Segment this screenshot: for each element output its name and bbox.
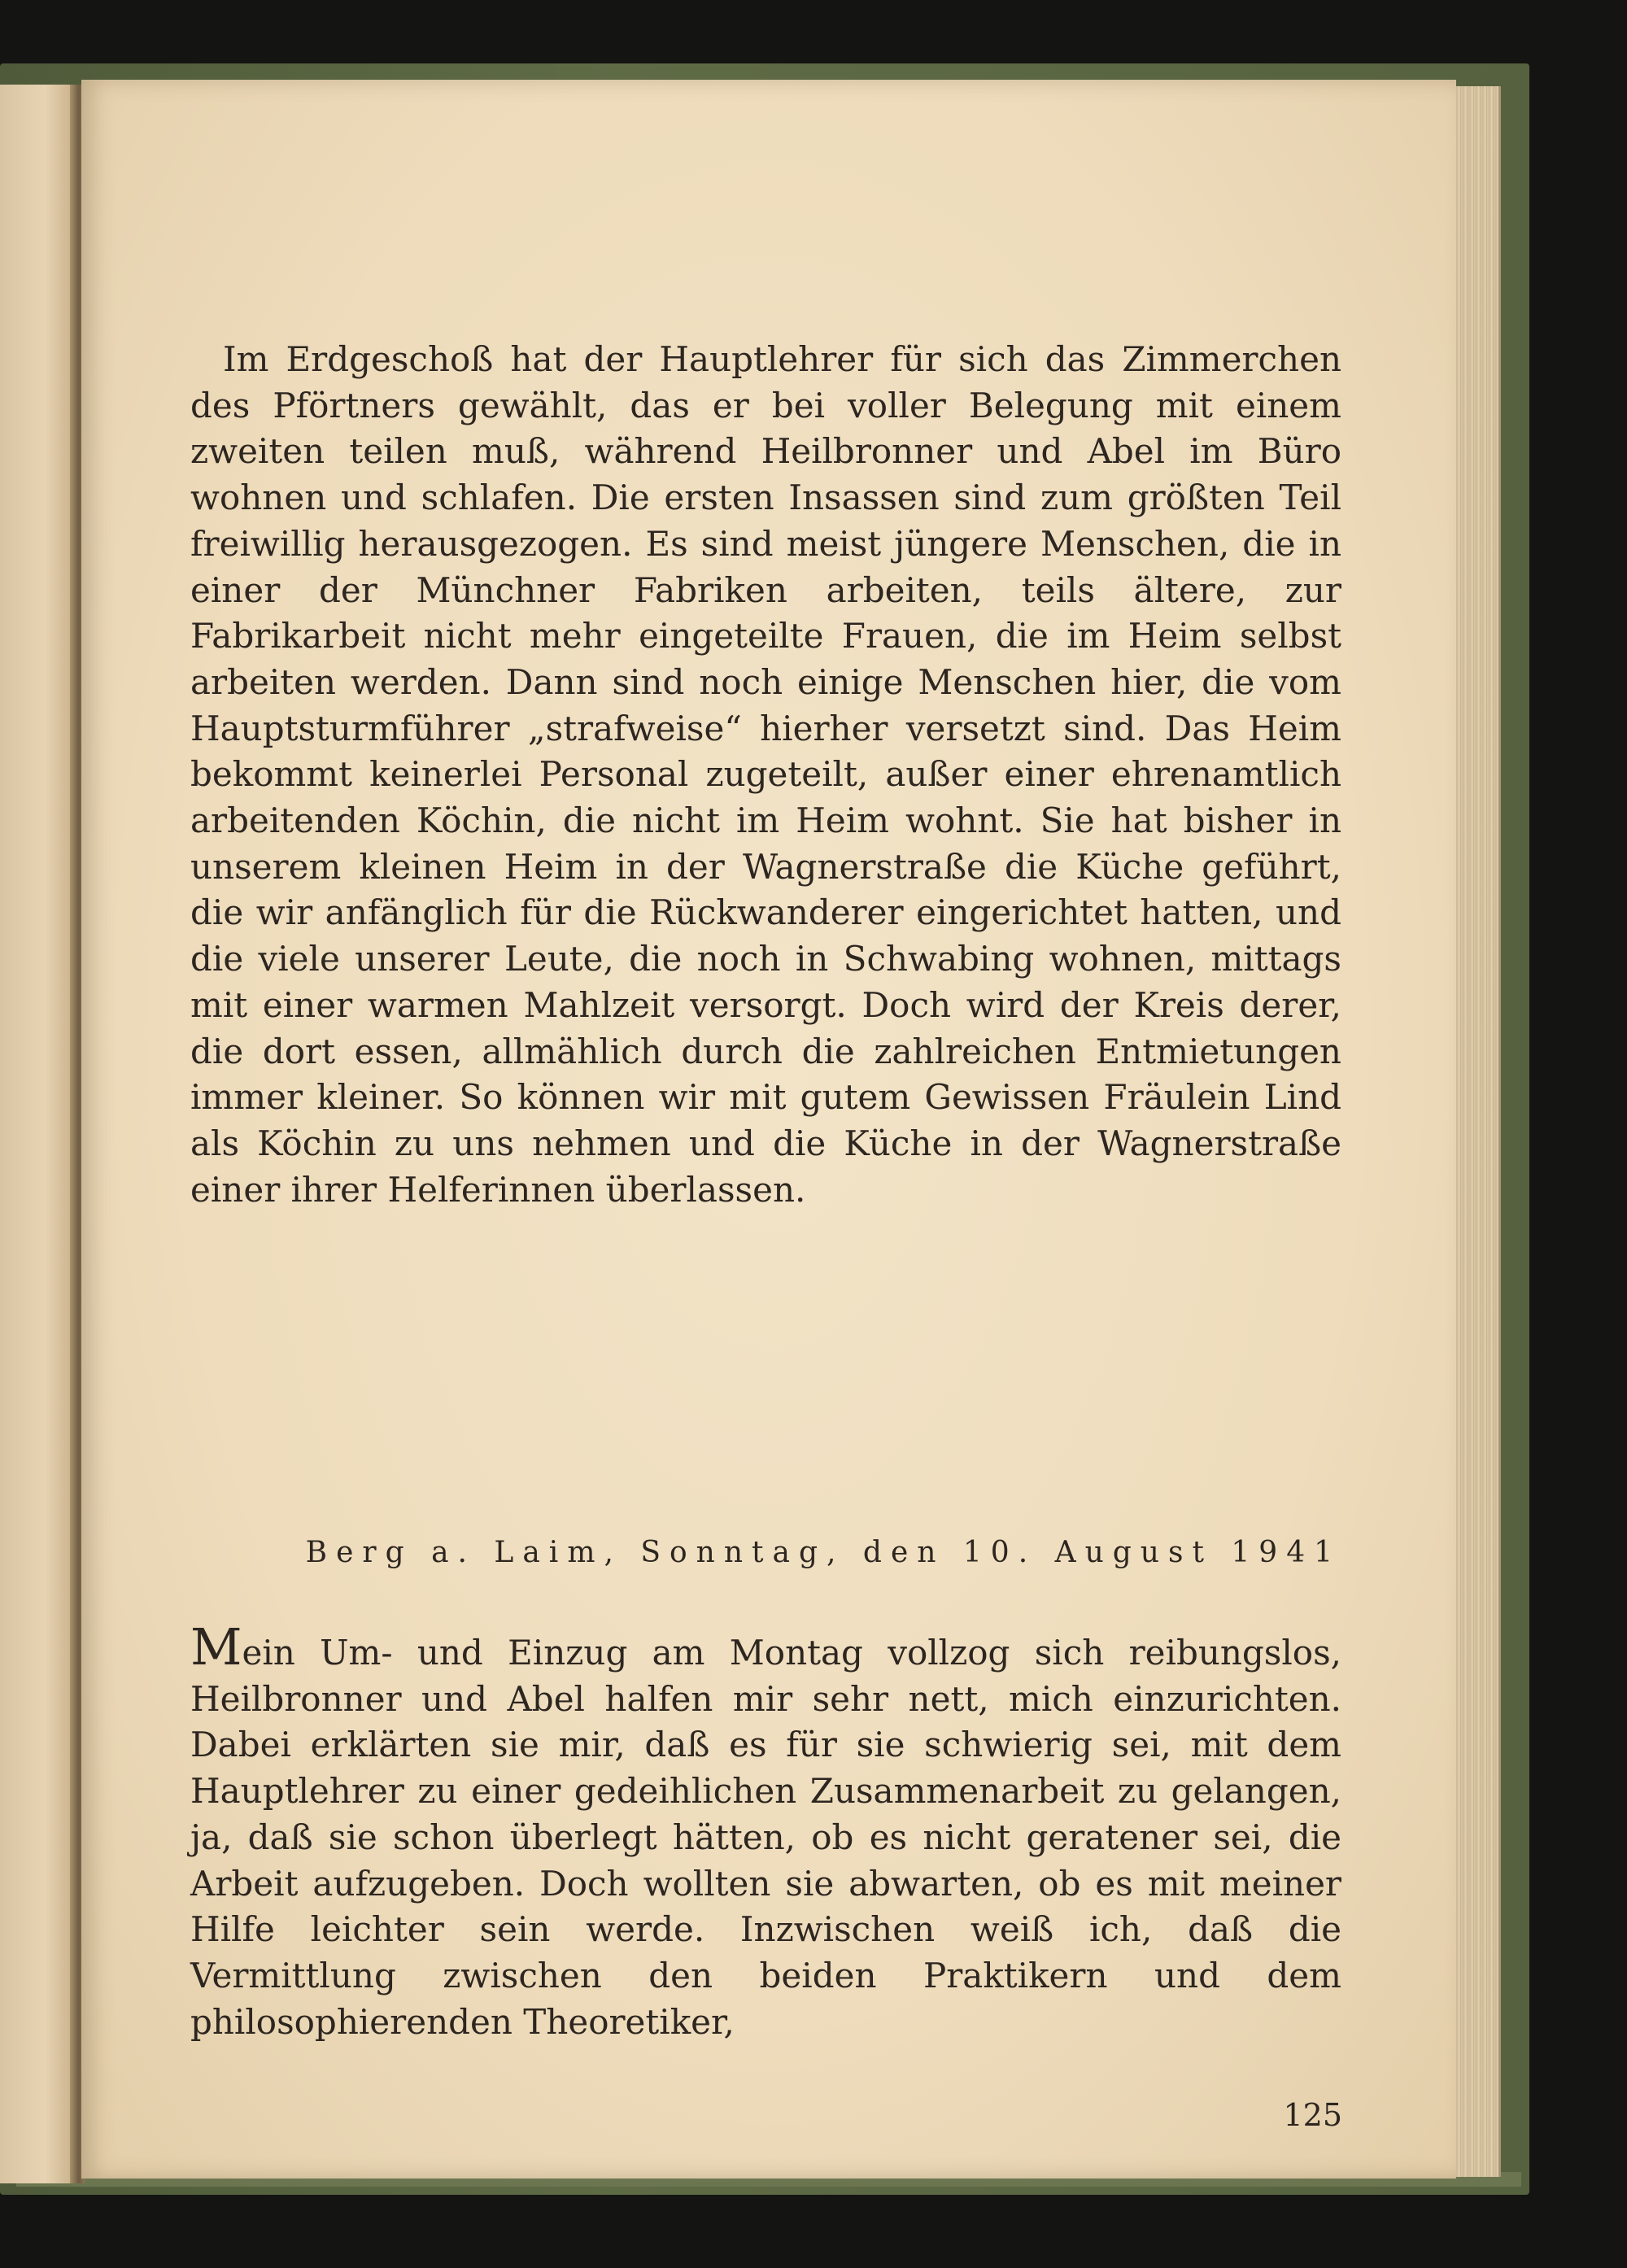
book-page (81, 80, 1456, 2179)
drop-cap-initial: M (190, 1617, 242, 1677)
body-paragraph-2-text: ein Um- und Einzug am Montag vollzog sich reibungslos, Heilbronner und Abel halfen mir sehr nett, mich einzurichten. Dabei erklärten sie mir, daß es für sie schwierig sei, mit dem Hauptlehrer zu einer gedeihlichen Zusammenarbeit zu gelangen, ja, daß sie schon überlegt hätten, ob es nicht geratener sei, die Arbeit aufzugeben. Doch wollten sie abwarten, ob es mit meiner Hilfe leichter sein werde. Inzwischen weiß ich, daß die Vermittlung zwischen den beiden Praktikern und dem philosophierenden Theoretiker, (190, 1633, 1341, 2042)
body-paragraph-1: Im Erdgeschoß hat der Hauptlehrer für sich das Zimmerchen des Pförtners gewählt, das er bei voller Belegung mit einem zweiten teilen muß, während Heilbronner und Abel im Büro wohnen und schlafen. Die ersten Insassen sind zum größten Teil freiwillig herausgezogen. Es sind meist jüngere Menschen, die in einer der Münchner Fabriken arbeiten, teils ältere, zur Fabrikarbeit nicht mehr eingeteilte Frauen, die im Heim selbst arbeiten werden. Dann sind noch einige Menschen hier, die vom Hauptsturmführer „strafweise“ hierher versetzt sind. Das Heim bekommt keinerlei Personal zugeteilt, außer einer ehrenamtlich arbeitenden Köchin, die nicht im Heim wohnt. Sie hat bisher in unserem kleinen Heim in der Wagnerstraße die Küche geführt, die wir anfänglich für die Rückwanderer eingerichtet hatten, und die viele unserer Leute, die noch in Schwabing wohnen, mittags mit einer warmen Mahlzeit versorgt. Doch wird der Kreis derer, die dort essen, allmählich durch die zahlreichen Entmietungen immer kleiner. So können wir mit gutem Gewissen Fräulein Lind als Köchin zu uns nehmen und die Küche in der Wagnerstraße einer ihrer Helferinnen überlassen. (190, 339, 1341, 1210)
page-number: 125 (1283, 2097, 1342, 2133)
dateline: Berg a. Laim, Sonntag, den 10. August 1941 (305, 1536, 1341, 1569)
previous-page-sliver (0, 85, 75, 2183)
body-paragraph-2 (190, 1617, 1341, 2045)
